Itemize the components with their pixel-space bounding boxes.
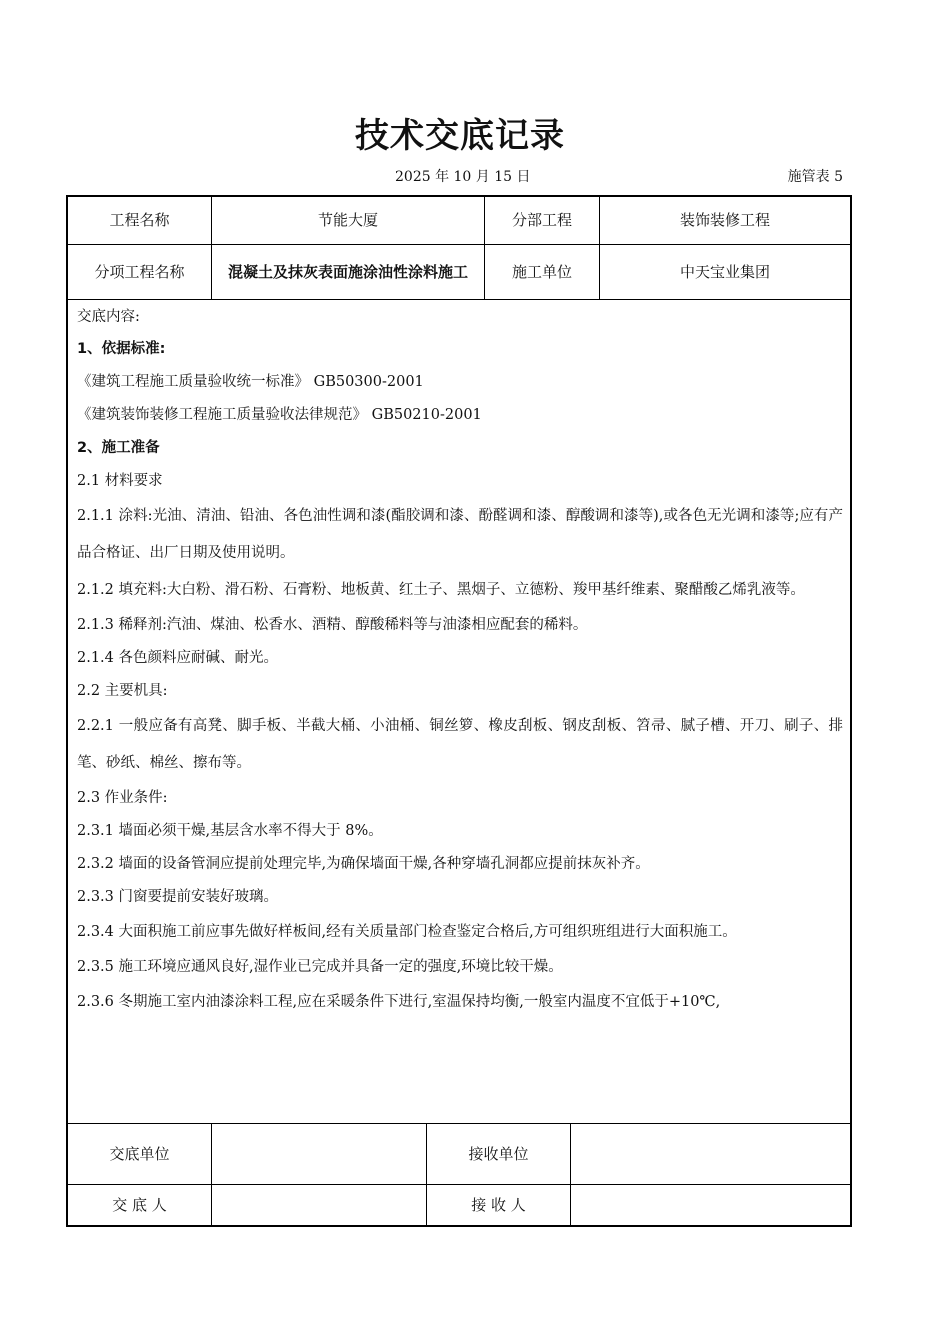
issuing-unit-field[interactable] — [212, 1124, 426, 1184]
issuer-field[interactable] — [212, 1185, 426, 1225]
paragraph: 2.1.2 填充料:大白粉、滑石粉、石膏粉、地板黄、红土子、黑烟子、立德粉、羧甲基纤维素、聚醋酸乙烯乳液等。 — [77, 582, 805, 598]
receiver-label: 接 收 人 — [471, 1195, 526, 1214]
paragraph: 2.1 材料要求 — [77, 473, 163, 489]
contractor-label: 施工单位 — [511, 262, 572, 281]
paragraph: 2.3.3 门窗要提前安装好玻璃。 — [77, 889, 279, 905]
paragraph: 2.3 作业条件: — [77, 790, 168, 806]
contractor-value: 中天宝业集团 — [679, 262, 770, 281]
section-preparation-title: 2、施工准备 — [77, 440, 160, 456]
paragraph: 2.3.6 冬期施工室内油漆涂料工程,应在采暖条件下进行,室温保持均衡,一般室内温度不宜低于+10℃, — [77, 994, 721, 1010]
receiving-unit-field[interactable] — [571, 1124, 850, 1184]
paragraph: 2.1.1 涂料:光油、清油、铅油、各色油性调和漆(酯胶调和漆、酚醛调和漆、醇酸调和漆等),或各色无光调和漆等;应有产品合格证、出厂日期及使用说明。 — [77, 508, 843, 561]
paragraph: 2.3.1 墙面必须干燥,基层含水率不得大于 8%。 — [77, 823, 383, 839]
subitem-label: 分项工程名称 — [94, 262, 185, 281]
section-standards-title: 1、依据标准: — [77, 341, 166, 357]
issuer-label: 交 底 人 — [112, 1195, 167, 1214]
row-divider — [68, 299, 850, 300]
project-name-label: 工程名称 — [109, 211, 170, 229]
issuing-unit-label: 交底单位 — [109, 1144, 170, 1163]
receiving-unit-label: 接收单位 — [468, 1144, 529, 1163]
content-intro: 交底内容: — [77, 309, 140, 325]
paragraph: 2.3.5 施工环境应通风良好,湿作业已完成并具备一定的强度,环境比较干燥。 — [77, 959, 563, 975]
paragraph: 2.1.4 各色颜料应耐碱、耐光。 — [77, 650, 279, 666]
division-label: 分部工程 — [511, 211, 572, 229]
paragraph: 2.3.2 墙面的设备管洞应提前处理完毕,为确保墙面干燥,各种穿墙孔洞都应提前抹灰补齐。 — [77, 856, 650, 872]
briefing-content — [77, 301, 843, 1021]
record-date: 2025 年 10 月 15 日 — [395, 169, 531, 185]
division-value: 装饰装修工程 — [679, 211, 770, 229]
receiver-field[interactable] — [571, 1185, 850, 1225]
paragraph: 2.2 主要机具: — [77, 683, 168, 699]
project-name-value: 节能大厦 — [317, 211, 378, 229]
standard-item: 《建筑装饰装修工程施工质量验收法律规范》 GB50210-2001 — [77, 407, 482, 423]
form-number: 施管表 5 — [787, 169, 843, 185]
record-table — [66, 195, 852, 1227]
standard-item: 《建筑工程施工质量验收统一标准》 GB50300-2001 — [77, 374, 424, 390]
paragraph: 2.1.3 稀释剂:汽油、煤油、松香水、酒精、醇酸稀料等与油漆相应配套的稀料。 — [77, 617, 588, 633]
page-title: 技术交底记录 — [355, 116, 565, 156]
subitem-value: 混凝土及抹灰表面施涂油性涂料施工 — [227, 262, 468, 281]
paragraph: 2.3.4 大面积施工前应事先做好样板间,经有关质量部门检查鉴定合格后,方可组织班组进行大面积施工。 — [77, 924, 737, 940]
paragraph: 2.2.1 一般应备有高凳、脚手板、半截大桶、小油桶、铜丝箩、橡皮刮板、钢皮刮板、笤帚、腻子槽、开刀、刷子、排笔、砂纸、棉丝、擦布等。 — [77, 718, 843, 771]
